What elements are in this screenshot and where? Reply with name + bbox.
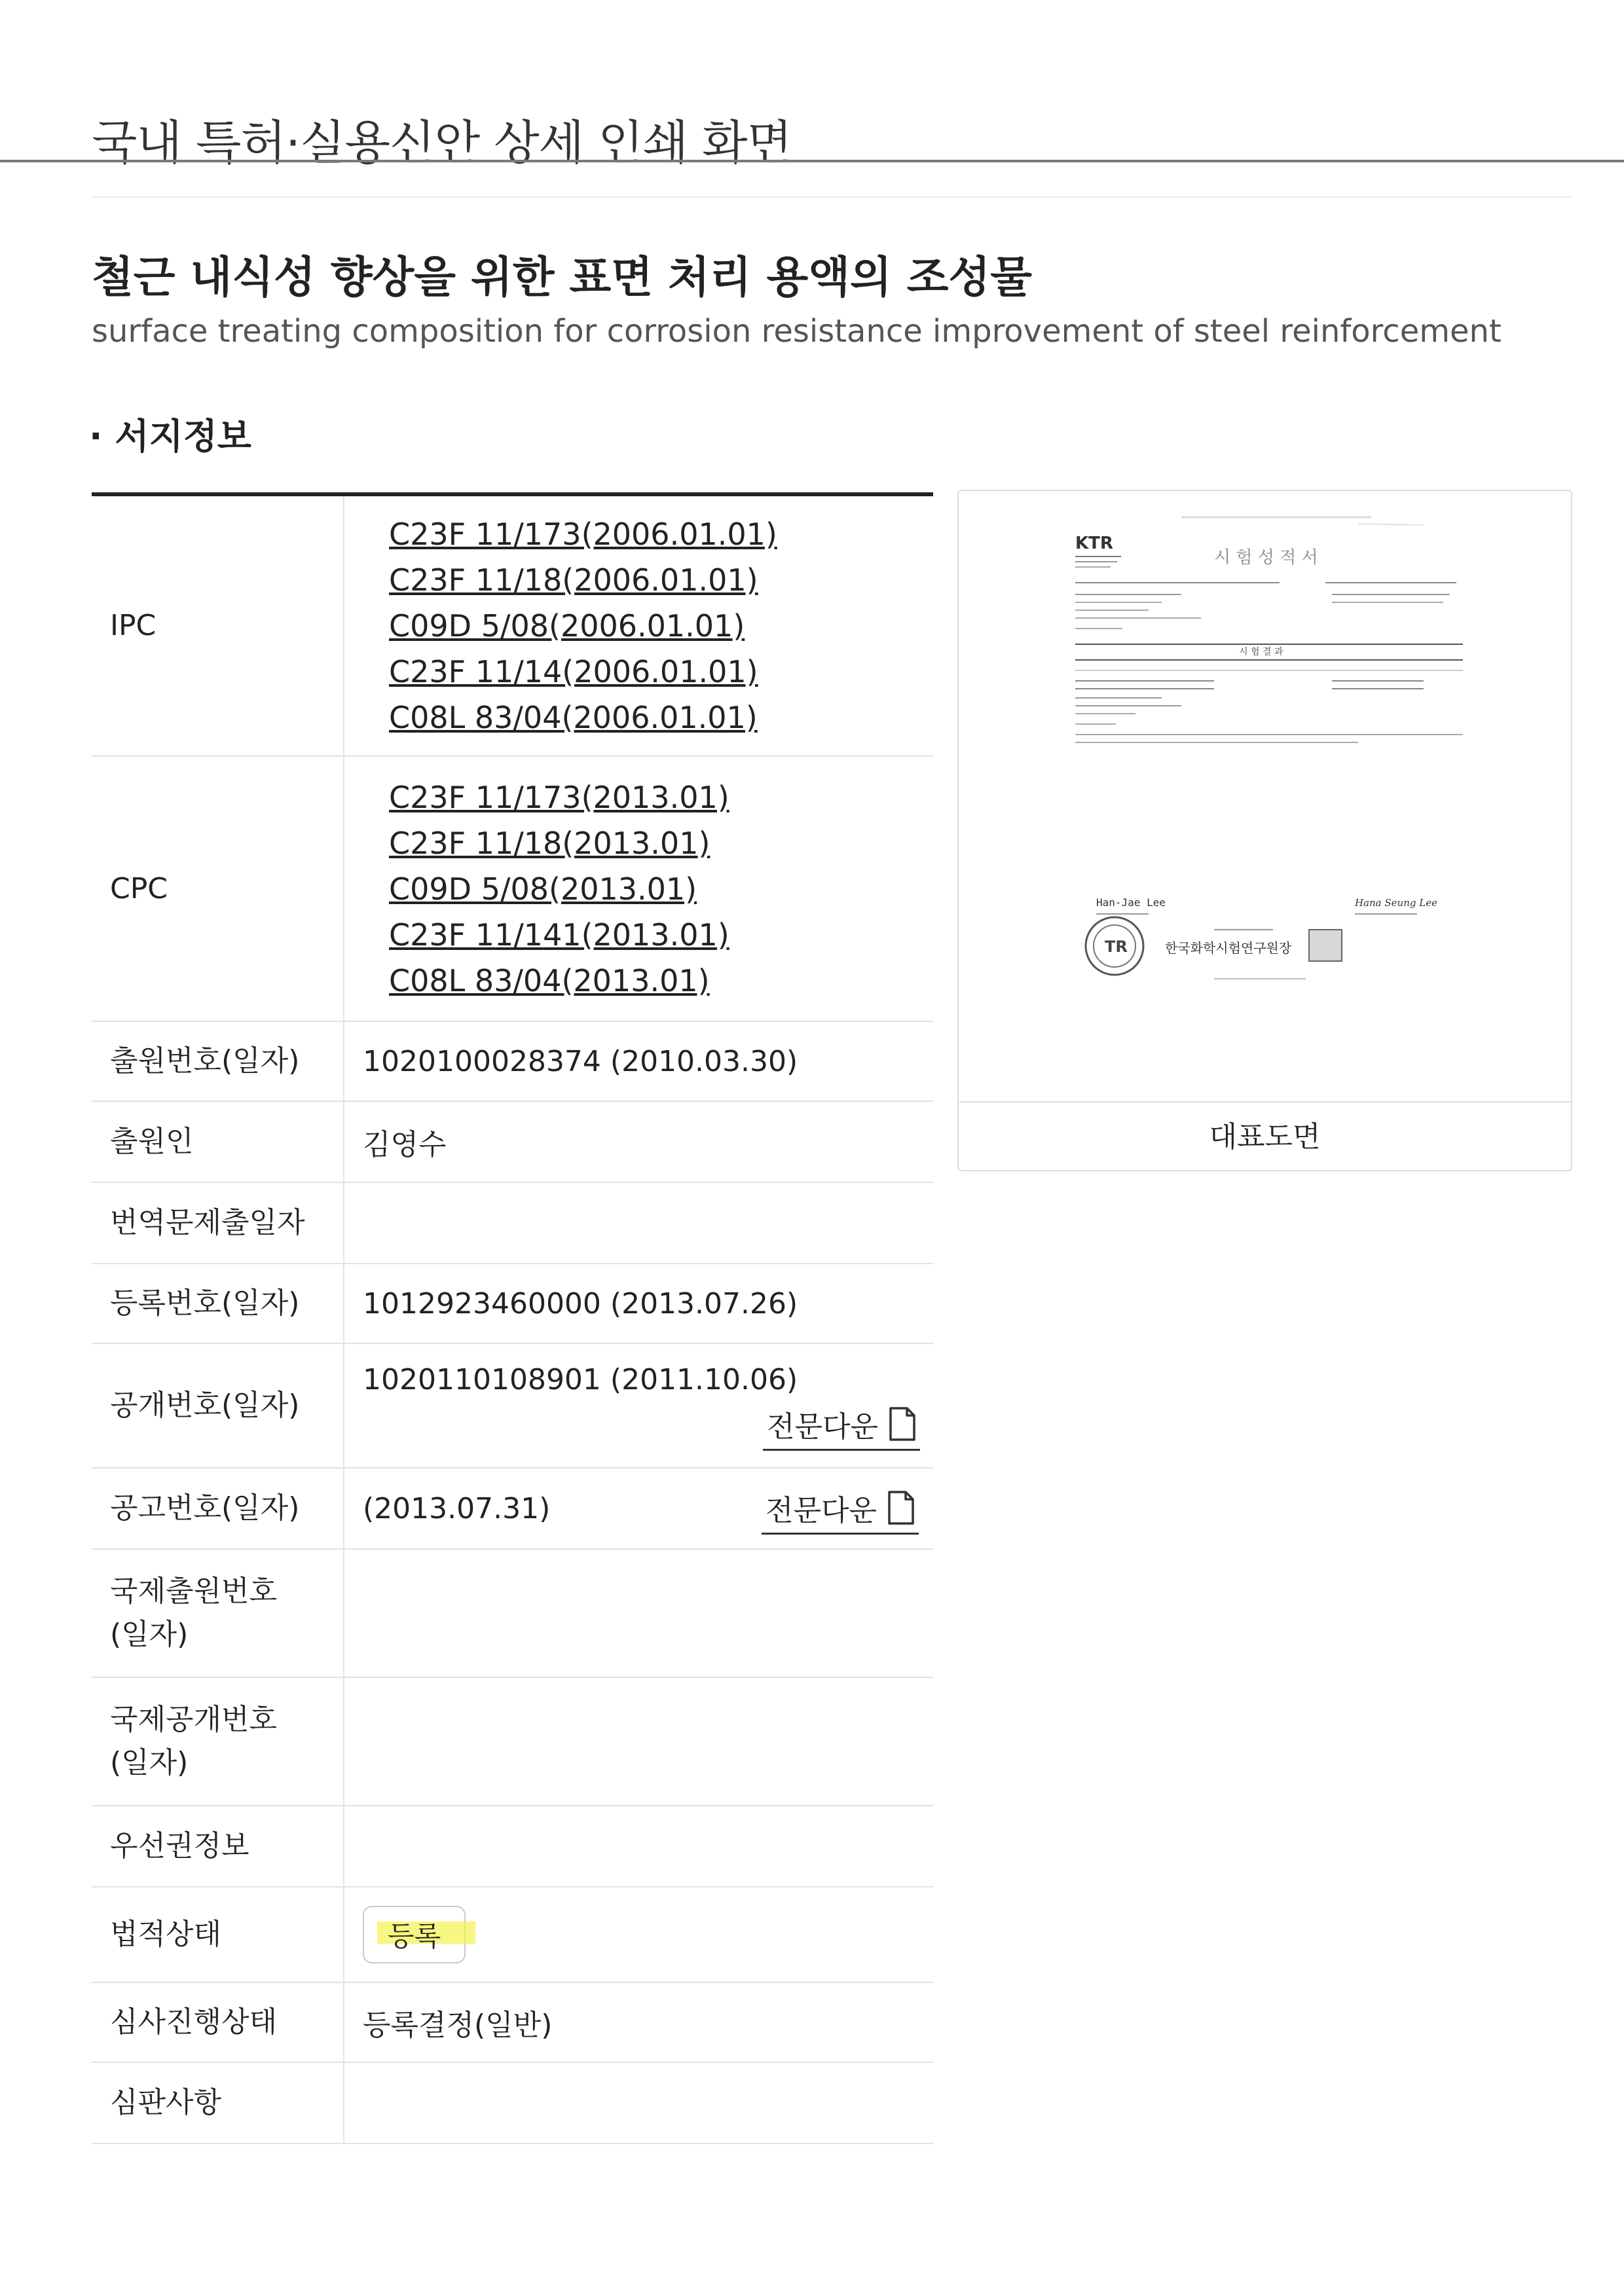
- publication-number: 1020110108901 (2011.10.06): [363, 1362, 798, 1396]
- cpc-code-link[interactable]: C23F 11/18(2013.01): [389, 825, 710, 861]
- table-row-cpc: [92, 756, 933, 1021]
- cpc-code-link[interactable]: C08L 83/04(2013.01): [389, 962, 710, 998]
- translation-value: [344, 1182, 933, 1264]
- priority-label: 우선권정보: [92, 1806, 344, 1887]
- representative-caption-divider: [959, 1101, 1571, 1102]
- legal-status-label: 법적상태: [92, 1887, 344, 1982]
- legal-status-badge: [363, 1906, 466, 1963]
- representative-drawing-image[interactable]: [965, 498, 1563, 1092]
- intl-publication-label-line1: 국제공개번호: [110, 1703, 278, 1736]
- announcement-label: 공고번호(일자): [92, 1468, 344, 1549]
- representative-drawing-card: [957, 490, 1572, 1171]
- invention-title-korean: 철근 내식성 향상을 위한 표면 처리 용액의 조성물: [92, 252, 1032, 302]
- table-row-ipc: [92, 494, 933, 756]
- intl-application-label-line1: 국제출원번호: [110, 1575, 278, 1608]
- seal-text: TR: [1105, 938, 1128, 956]
- application-label: 출원번호(일자): [92, 1021, 344, 1101]
- table-row-trial: [92, 2062, 933, 2143]
- invention-title-english: surface treating composition for corrosion resistance improvement of steel reinforcement: [92, 313, 1502, 350]
- ipc-value: [344, 494, 933, 756]
- ipc-code-link[interactable]: C23F 11/173(2006.01.01): [389, 517, 777, 552]
- page-header-divider: [0, 160, 1624, 162]
- trial-value: [344, 2062, 933, 2143]
- ipc-code-link[interactable]: C23F 11/14(2006.01.01): [389, 654, 758, 689]
- table-row-exam-status: [92, 1982, 933, 2062]
- test-report-title: 시 험 성 적 서: [1214, 548, 1318, 568]
- ktr-logo-text: KTR: [1075, 534, 1113, 553]
- publication-download-wrap: [363, 1396, 920, 1449]
- ipc-code-link[interactable]: C09D 5/08(2006.01.01): [389, 608, 745, 644]
- cpc-code-link[interactable]: C09D 5/08(2013.01): [389, 871, 697, 907]
- institute-name: 한국화학시험연구원장: [1165, 940, 1292, 956]
- ipc-label: IPC: [92, 494, 344, 756]
- document-icon: [887, 1490, 915, 1525]
- applicant-value: 김영수: [344, 1101, 933, 1182]
- intl-publication-label: [92, 1677, 344, 1806]
- signer-right: Hana Seung Lee: [1355, 897, 1437, 909]
- announcement-download-label: 전문다운: [765, 1494, 877, 1527]
- publication-value: [344, 1343, 933, 1468]
- cpc-code-link[interactable]: C23F 11/173(2013.01): [389, 779, 729, 815]
- table-row-registration: [92, 1264, 933, 1343]
- intl-application-value: [344, 1549, 933, 1677]
- legal-status-value: [344, 1887, 933, 1982]
- cpc-value: [344, 756, 933, 1021]
- table-row-legal-status: [92, 1887, 933, 1982]
- registration-label: 등록번호(일자): [92, 1264, 344, 1343]
- document-icon: [889, 1406, 916, 1442]
- table-row-priority: [92, 1806, 933, 1887]
- table-row-intl-application: [92, 1549, 933, 1677]
- priority-value: [344, 1806, 933, 1887]
- publication-label: 공개번호(일자): [92, 1343, 344, 1468]
- page-header-title: 국내 특허·실용신안 상세 인쇄 화면: [92, 115, 792, 170]
- ipc-code-link[interactable]: C08L 83/04(2006.01.01): [389, 700, 758, 735]
- intl-application-label-line2: (일자): [110, 1618, 189, 1651]
- table-row-applicant: [92, 1101, 933, 1182]
- page-header-subdivider: [92, 196, 1572, 198]
- translation-label: 번역문제출일자: [92, 1182, 344, 1264]
- publication-download-link[interactable]: [763, 1403, 920, 1451]
- registration-value: 1012923460000 (2013.07.26): [344, 1264, 933, 1343]
- table-row-publication: [92, 1343, 933, 1468]
- intl-publication-label-line2: (일자): [110, 1746, 189, 1779]
- applicant-label: 출원인: [92, 1101, 344, 1182]
- ipc-code-link[interactable]: C23F 11/18(2006.01.01): [389, 562, 758, 598]
- bibliographic-table: [92, 492, 933, 2144]
- legal-status-text: 등록: [388, 1920, 441, 1952]
- publication-download-label: 전문다운: [766, 1410, 878, 1444]
- intl-publication-value: [344, 1677, 933, 1806]
- cpc-code-list: [363, 774, 920, 1004]
- exam-status-value: 등록결정(일반): [344, 1982, 933, 2062]
- test-result-header: 시 험 결 과: [1239, 647, 1283, 657]
- cpc-code-link[interactable]: C23F 11/141(2013.01): [389, 917, 729, 953]
- cpc-label: CPC: [92, 756, 344, 1021]
- trial-label: 심판사항: [92, 2062, 344, 2143]
- ipc-code-list: [363, 511, 920, 740]
- table-row-translation: [92, 1182, 933, 1264]
- application-value: 1020100028374 (2010.03.30): [344, 1021, 933, 1101]
- section-heading-bibliographic: · 서지정보: [89, 416, 251, 457]
- exam-status-label: 심사진행상태: [92, 1982, 344, 2062]
- announcement-number: (2013.07.31): [363, 1491, 551, 1525]
- intl-application-label: [92, 1549, 344, 1677]
- page-header: [92, 105, 1572, 183]
- table-row-intl-publication: [92, 1677, 933, 1806]
- announcement-download-link[interactable]: [762, 1487, 919, 1535]
- table-row-announcement: [92, 1468, 933, 1549]
- table-row-application: [92, 1021, 933, 1101]
- representative-drawing-caption: 대표도면: [1209, 1120, 1321, 1154]
- signer-left: Han-Jae Lee: [1096, 896, 1166, 909]
- announcement-value: [344, 1468, 933, 1549]
